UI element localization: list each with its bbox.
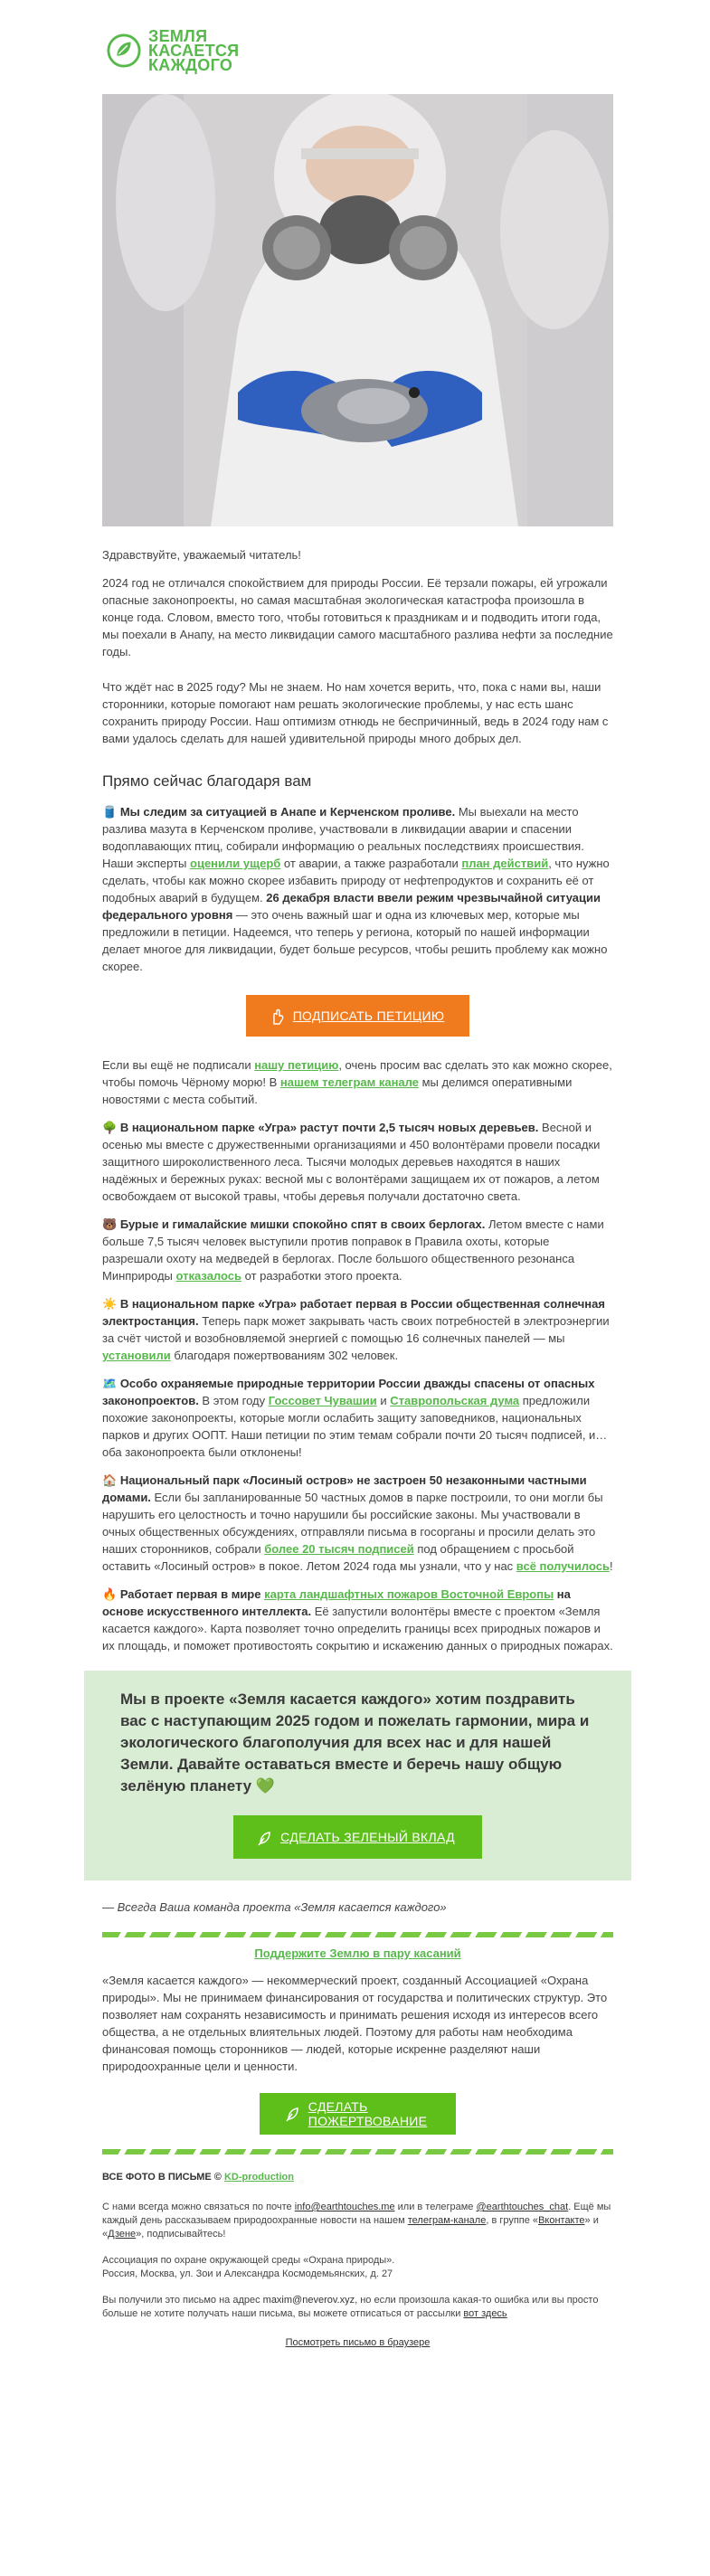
- link-our-petition[interactable]: нашу петицию: [254, 1058, 339, 1072]
- green-contribution-label: СДЕЛАТЬ ЗЕЛЕНЫЙ ВКЛАД: [280, 1830, 455, 1844]
- bear-icon: 🐻: [102, 1217, 118, 1231]
- link-20k-signatures[interactable]: более 20 тысяч подписей: [264, 1542, 414, 1556]
- support-title-link[interactable]: Поддержите Землю в пару касаний: [254, 1946, 461, 1960]
- link-stavropol-duma[interactable]: Ставропольская дума: [390, 1394, 520, 1407]
- text: Летом вместе с нами больше 7,5 тысяч человек выступили против поправок в Правила охоты, которые разрешали охоту на медведей в берлогах. После большого общественного резонанса Минприроды: [102, 1217, 604, 1283]
- link-fire-map[interactable]: карта ландшафтных пожаров Восточной Европы: [264, 1587, 554, 1601]
- text: Её запустили волонтёры вместе с проектом «Земля касается каждого». Карта позволяет точно определить границы всех природных пожаров и их площадь, и поможет противостоять сокрытию и искажению данных о природных пожарах.: [102, 1605, 613, 1653]
- news-item-fire-map-title: Работает первая в мире: [119, 1587, 265, 1601]
- text: », подписывайтесь!: [136, 2229, 226, 2240]
- text: , в группе «: [486, 2215, 539, 2226]
- signature: — Всегда Ваша команда проекта «Земля касается каждого»: [102, 1900, 447, 1914]
- news-item-bears-title: Бурые и гималайские мишки спокойно спят в своих берлогах.: [119, 1217, 486, 1231]
- contacts-text: [102, 2201, 613, 2241]
- text: Мы выехали на место разлива мазута в Керченском проливе, участвовали в ликвидации аварии и спасении водоплавающих птиц, собирали информацию о реальных последствиях происшествия. Наши эксперты: [102, 805, 584, 870]
- donate-button-row: [102, 2093, 613, 2135]
- link-telegram-channel-footer[interactable]: телеграм-канале: [407, 2215, 487, 2226]
- news-item-trees-title: В национальном парке «Угра» растут почти 2,5 тысяч новых деревьев.: [119, 1121, 539, 1134]
- hand-leaf-icon: [283, 2105, 301, 2123]
- text: , очень просим вас сделать это как можно скорее, чтобы помочь Чёрному морю! В: [102, 1058, 612, 1089]
- logo-line-2: КАСАЕТСЯ: [148, 42, 240, 60]
- sun-icon: ☀️: [102, 1297, 118, 1311]
- divider-dashed: [102, 2149, 613, 2155]
- text: Весной и осенью мы вместе с дружественными организациями и 450 волонтёрами провели посадки защитного широколиственного леса. Тысячи молодых деревьев находятся в наших надёжных и бережных руках: весной мы с волонтёрами защищаем их от пожаров, а летом освобождаем от высокой травы, чтобы деревья получали достаточно света.: [102, 1121, 601, 1203]
- text: предложили похожие законопроекты, которые могли ослабить защиту заповедников, национальных парков и других ООПТ. Наши петиции по этим темам собрали почти 20 тысяч подписей, и… оба законопроекта были отклонены!: [102, 1394, 608, 1459]
- new-year-greeting-text: [120, 1689, 595, 1797]
- emergency-regime-text: 26 декабря власти ввели режим чрезвычайной ситуации федерального уровня: [102, 891, 601, 922]
- text: В этом году: [198, 1394, 269, 1407]
- text: . Ещё мы каждый день рассказываем природоохранные новости на нашем: [102, 2202, 611, 2226]
- text: мы делимся оперативными новостями с места событий.: [102, 1075, 573, 1106]
- link-chuvashia-council[interactable]: Госсовет Чувашии: [268, 1394, 377, 1407]
- news-item-fire-map: [102, 1586, 613, 1654]
- green-contribution-button[interactable]: [233, 1815, 482, 1859]
- unsubscribe-text: [102, 2294, 613, 2321]
- text: ВСЕ ФОТО В ПИСЬМЕ ©: [102, 2172, 222, 2183]
- support-title: [102, 1946, 613, 1960]
- house-icon: 🏠: [102, 1473, 118, 1487]
- news-item-losiny-ostrov-title: Национальный парк «Лосиный остров» не застроен 50 незаконными частными домами.: [102, 1473, 587, 1504]
- donate-button[interactable]: [260, 2093, 457, 2135]
- text: под обращением с просьбой оставить «Лосиный остров» в покое. Летом 2024 года мы узнали, что у нас: [102, 1542, 574, 1573]
- intro-paragraph-1: 2024 год не отличался спокойствием для природы России. Её терзали пожары, ей угрожали опасные законопроекты, но самая масштабная экологическая катастрофа произошла в конце года. Словом, вместо того, чтобы готовиться к праздникам и и подводить итоги года, мы поехали в Анапу, на место ликвидации самого масштабного разлива нефти за последние годы.: [102, 576, 613, 658]
- organization-address: [102, 2254, 613, 2281]
- text: на основе искусственного интеллекта.: [102, 1587, 571, 1618]
- text: Если бы запланированные 50 частных домов в парке построили, то они могли бы нарушить его целостность и точно нарушили бы российские законы. Мы участвовали в очных общественных обсуждениях, отправляли письма в госорганы и просили делать это наших сторонников, собрали: [102, 1491, 603, 1556]
- support-text: «Земля касается каждого» — некоммерческий проект, созданный Ассоциацией «Охрана природы». Мы не принимаем финансирования от государства и политических структур. Это позволяет нам сохранять независимость и принимать решения исходя из интересов всего общества, а не отдельных влиятельных людей. Поэтому для работы нам необходима финансовая помощь сторонников — людей, которые искренне разделяют наши природоохранные цели и ценности.: [102, 1974, 608, 2073]
- text: и: [376, 1394, 391, 1407]
- text: , но если произошла какая-то ошибка или вы просто больше не хотите получать наши письма, вы можете отписаться от рассылки: [102, 2295, 599, 2319]
- link-vk[interactable]: Вконтакте: [538, 2215, 585, 2226]
- news-item-solar-title: В национальном парке «Угра» работает первая в России общественная солнечная электростанция.: [102, 1297, 605, 1328]
- hero-photo: [102, 94, 613, 526]
- petition-note: [102, 1056, 613, 1108]
- photo-credit: [102, 2171, 613, 2184]
- text: Вы получили это письмо на адрес: [102, 2295, 263, 2306]
- news-item-anapa: [102, 803, 613, 975]
- section-title: Прямо сейчас благодаря вам: [102, 772, 312, 790]
- text: или в телеграме: [394, 2202, 477, 2212]
- green-heart-icon: 💚: [255, 1777, 276, 1795]
- fire-icon: 🔥: [102, 1587, 118, 1601]
- news-item-protected-areas-title: Особо охраняемые природные территории России дважды спасены от опасных законопроектов.: [102, 1377, 595, 1407]
- hero-photo-illustration: [102, 94, 613, 526]
- text: от разработки этого проекта.: [241, 1269, 402, 1283]
- news-item-protected-areas: [102, 1375, 613, 1461]
- hand-leaf-icon: [255, 1829, 273, 1847]
- text: от аварии, а также разработали: [280, 857, 462, 870]
- link-it-worked[interactable]: всё получилось: [516, 1559, 610, 1573]
- text: , что нужно сделать, чтобы как можно скорее избавить природу от нефтепродуктов и сохранить её от подобных аварий в будущем.: [102, 857, 610, 904]
- logo-line-3: КАЖДОГО: [148, 56, 233, 74]
- recipient-email: maxim@neverov.xyz: [262, 2295, 355, 2306]
- logo[interactable]: [102, 0, 613, 76]
- news-item-anapa-title: Мы следим за ситуацией в Анапе и Керченском проливе.: [119, 805, 456, 819]
- text: — это очень важный шаг и одна из ключевых мер, которые мы предложили в петиции. Надеемся, что теперь у региона, который по нашей информации делает многое для ликвидации, будет больше ресурсов, чтобы решить проблему как можно скорее.: [102, 908, 608, 973]
- divider-dashed: [102, 1932, 613, 1937]
- link-refused[interactable]: отказалось: [175, 1269, 242, 1283]
- hand-icon: [268, 1008, 286, 1026]
- link-kd-production[interactable]: KD-production: [223, 2172, 294, 2183]
- text: !: [609, 1559, 613, 1573]
- news-item-trees: [102, 1119, 613, 1205]
- link-unsubscribe[interactable]: вот здесь: [463, 2308, 507, 2319]
- intro-paragraph-2: Что ждёт нас в 2025 году? Мы не знаем. Но нам хочется верить, что, пока с нами вы, наши сторонники, которые помогают нам решать экологические проблемы, у нас есть шанс сохранить природу России. Наш оптимизм отнюдь не беспричинный, ведь в 2024 году нам с вами удалось сделать для нашей удивительной природы много добрых дел.: [102, 680, 609, 745]
- text: Если вы ещё не подписали: [102, 1058, 255, 1072]
- link-telegram-chat[interactable]: @earthtouches_chat: [476, 2202, 569, 2212]
- map-icon: 🗺️: [102, 1377, 118, 1390]
- sign-petition-label: ПОДПИСАТЬ ПЕТИЦИЮ: [292, 1009, 445, 1023]
- new-year-greeting-box: [84, 1671, 631, 1880]
- text: благодаря пожертвованиям 302 человек.: [170, 1349, 399, 1362]
- oil-barrel-icon: 🛢️: [102, 805, 118, 819]
- org-name: Ассоциация по охране окружающей среды «Охрана природы».: [102, 2255, 395, 2266]
- donate-label-line-1: СДЕЛАТЬ: [308, 2099, 368, 2114]
- news-item-losiny-ostrov: [102, 1472, 613, 1575]
- view-in-browser: [102, 2337, 613, 2348]
- donate-label-line-2: ПОЖЕРТВОВАНИЕ: [308, 2114, 428, 2128]
- logo-text: [148, 29, 239, 72]
- text: » и «: [102, 2215, 599, 2240]
- link-installed[interactable]: установили: [102, 1349, 171, 1362]
- text: С нами всегда можно связаться по почте: [102, 2202, 295, 2212]
- news-item-solar: [102, 1295, 613, 1364]
- hand-leaf-logo-icon: [107, 33, 141, 68]
- donate-label: [308, 2099, 428, 2128]
- link-view-in-browser[interactable]: Посмотреть письмо в браузере: [285, 2337, 431, 2348]
- sign-petition-button[interactable]: [246, 995, 470, 1037]
- text: Теперь парк может закрывать часть своих потребностей в электроэнергии за счёт чистой и возобновляемой энергией с помощью 16 солнечных панелей — мы: [102, 1314, 610, 1345]
- text: Мы в проекте «Земля касается каждого» хотим поздравить вас с наступающим 2025 годом и пожелать гармонии, мира и экологического благополучия для всех нас и для нашей Земли. Давайте оставаться вместе и беречь нашу общую зелёную планету: [120, 1690, 590, 1795]
- petition-button-row: [102, 995, 613, 1037]
- link-dzen[interactable]: Дзене: [108, 2229, 137, 2240]
- news-item-bears: [102, 1216, 613, 1284]
- tree-icon: 🌳: [102, 1121, 118, 1134]
- logo-line-1: ЗЕМЛЯ: [148, 27, 208, 45]
- greeting: Здравствуйте, уважаемый читатель!: [102, 548, 301, 562]
- green-contribution-button-row: [120, 1815, 595, 1859]
- link-damage-assessment[interactable]: оценили ущерб: [190, 857, 281, 870]
- link-action-plan[interactable]: план действий: [461, 857, 549, 870]
- org-address: Россия, Москва, ул. Зои и Александра Космодемьянских, д. 27: [102, 2268, 393, 2279]
- link-email[interactable]: info@earthtouches.me: [294, 2202, 395, 2212]
- link-telegram-channel[interactable]: нашем телеграм канале: [279, 1075, 419, 1089]
